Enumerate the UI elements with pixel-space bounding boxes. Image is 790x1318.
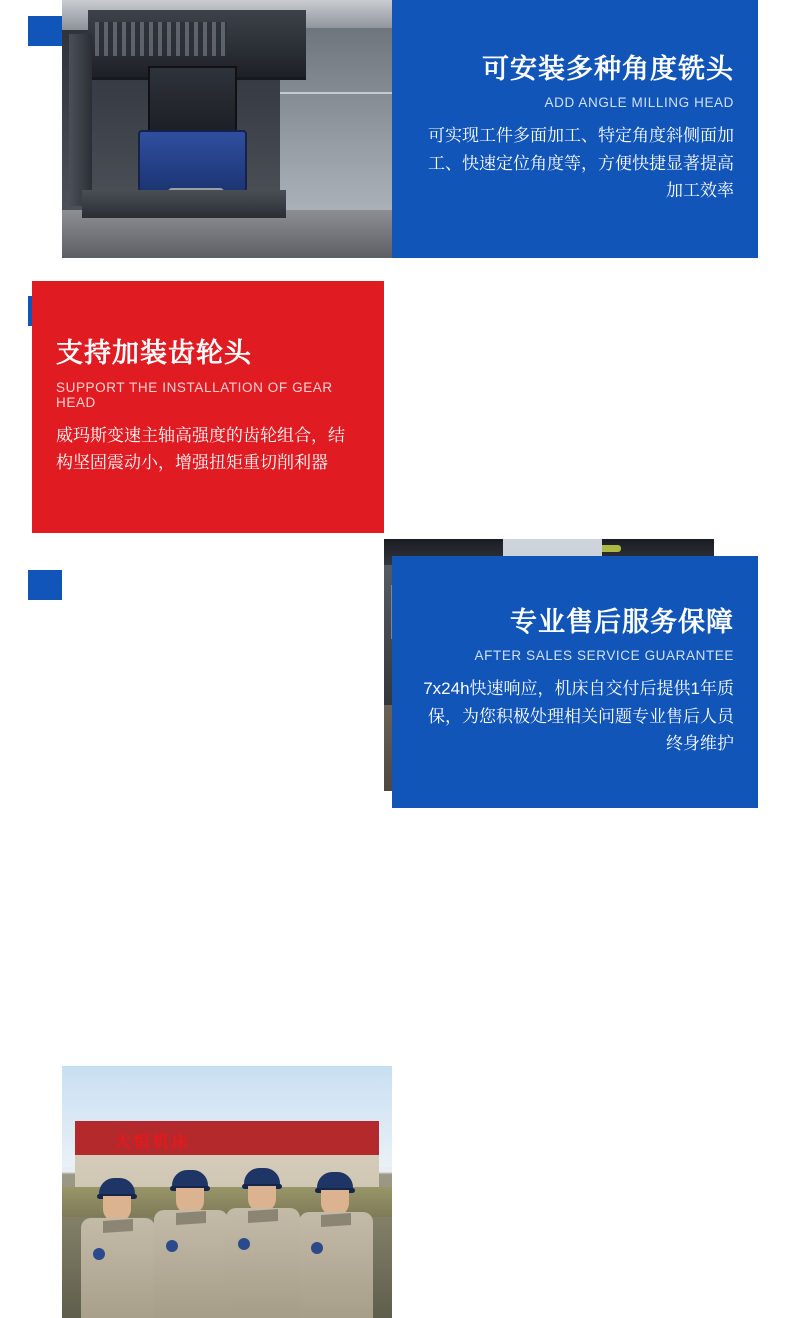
collar	[248, 1209, 278, 1223]
section-3-corner-tab	[28, 570, 62, 600]
machine-column	[69, 34, 92, 206]
section-1-corner-tab	[28, 16, 62, 46]
collar	[103, 1219, 133, 1233]
section-2-text	[32, 281, 384, 533]
uniform	[154, 1210, 228, 1318]
engineer-4	[293, 1172, 379, 1318]
section-1-title: 可安装多种角度铣头	[482, 54, 734, 84]
factory-sign: 大恒机床	[114, 1134, 191, 1151]
section-3-text	[392, 556, 758, 808]
milling-head-housing	[148, 66, 237, 138]
section-3-photo	[62, 1066, 392, 1318]
collar	[321, 1213, 351, 1227]
section-3-body: 7x24h快速响应，机床自交付后提供1年质保，为您积极处理相关问题专业售后人员终身维护	[423, 679, 734, 754]
section-3-title: 专业售后服务保障	[510, 607, 734, 637]
uniform	[299, 1212, 373, 1318]
section-1-text	[392, 0, 758, 258]
uniform	[226, 1208, 300, 1318]
section-2-subtitle: SUPPORT THE INSTALLATION OF GEAR HEAD	[56, 379, 333, 410]
section-2-title: 支持加装齿轮头	[56, 338, 252, 369]
wall-line	[280, 92, 392, 94]
angle-milling-head	[138, 130, 247, 192]
section-1-body: 可实现工件多面加工、特定角度斜侧面加工、快速定位角度等，方便快捷显著提高加工效率	[428, 126, 734, 201]
collar	[176, 1211, 206, 1225]
chest-badge	[311, 1242, 323, 1254]
section-3-subtitle: AFTER SALES SERVICE GUARANTEE	[474, 648, 734, 664]
section-1-photo	[62, 0, 392, 258]
section-2-body: 威玛斯变速主轴高强度的齿轮组合，结构坚固震动小，增强扭矩重切削利器	[56, 425, 345, 473]
section-1-subtitle: ADD ANGLE MILLING HEAD	[544, 95, 734, 111]
chest-badge	[166, 1240, 178, 1252]
machine-base	[82, 190, 287, 218]
uniform	[81, 1218, 155, 1318]
gantry-grill	[95, 22, 227, 56]
